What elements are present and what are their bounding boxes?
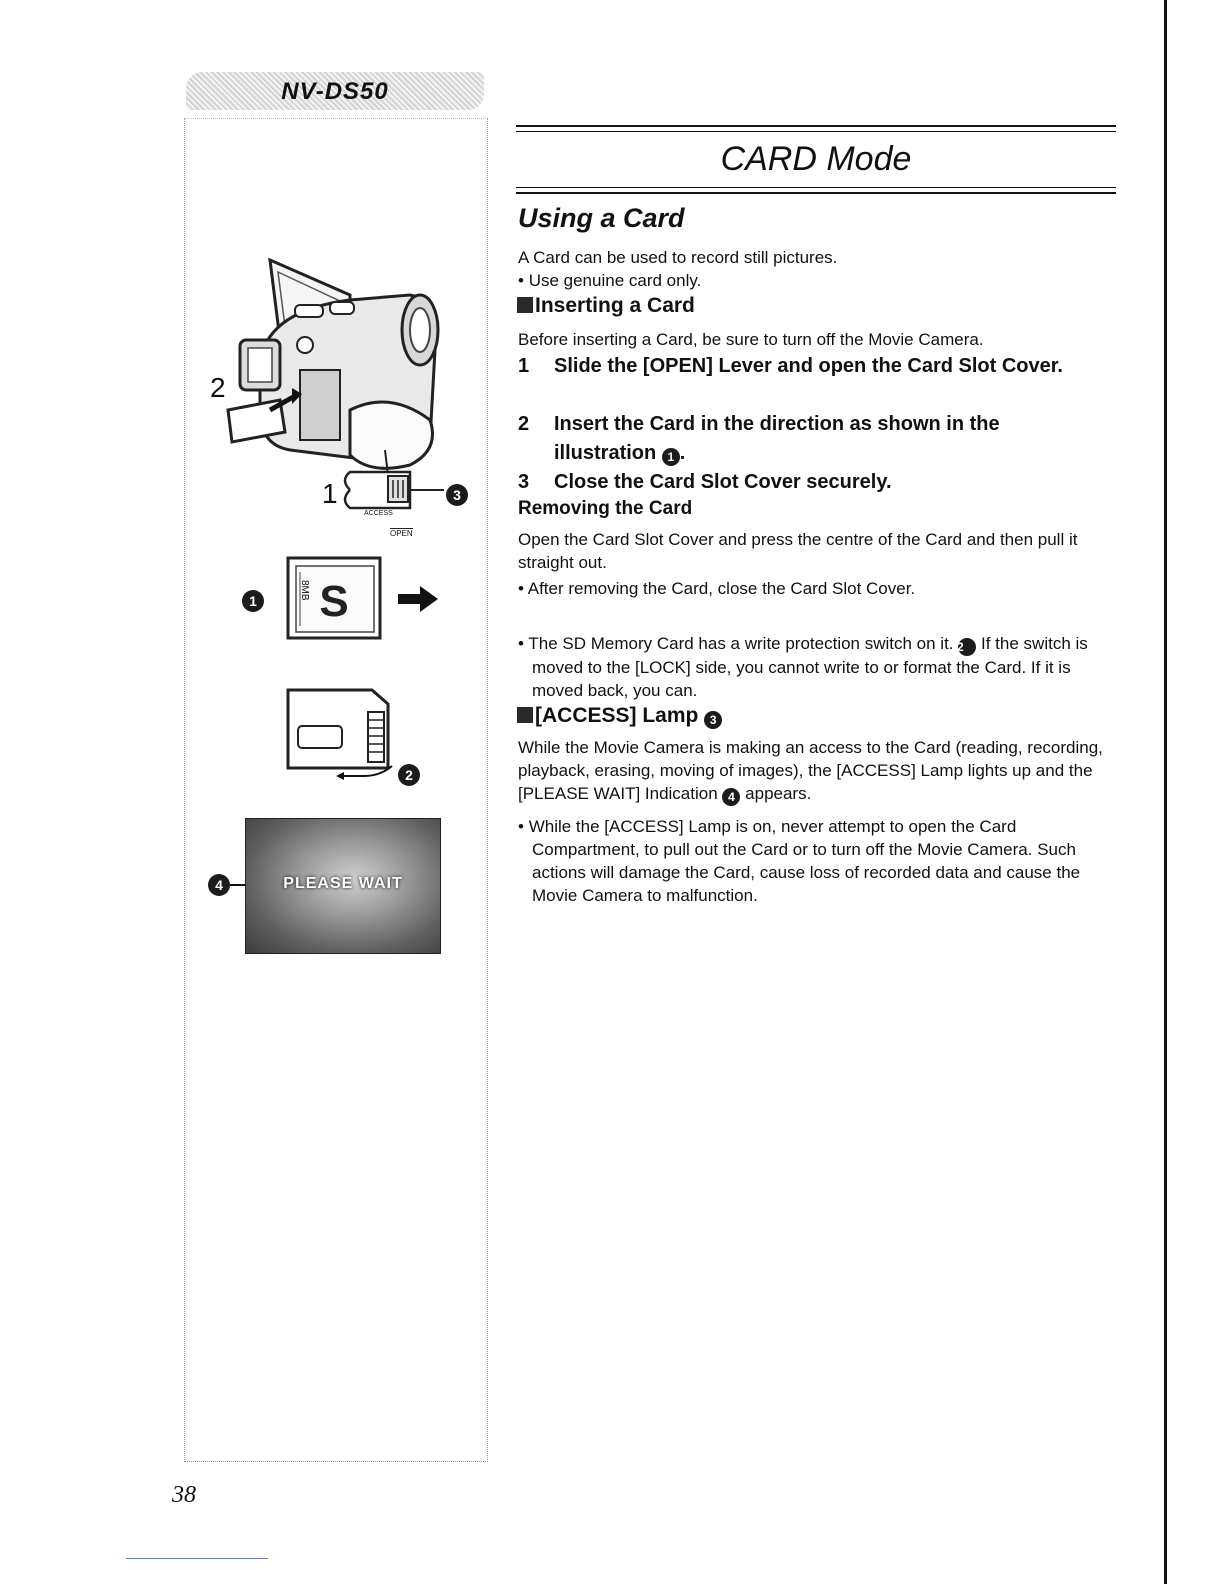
intro-text: A Card can be used to record still pictures. <box>518 248 838 267</box>
camera-illustration <box>200 250 480 550</box>
page-number: 38 <box>172 1482 196 1508</box>
open-label: OPEN <box>390 529 413 538</box>
card-back-illustration <box>284 686 404 786</box>
section-title: Using a Card <box>518 203 685 233</box>
removing-text: Open the Card Slot Cover and press the centre of the Card and then pull it straight out. <box>518 530 1078 572</box>
title-rule-bottom <box>516 192 1116 194</box>
access-heading: [ACCESS] Lamp 3 <box>517 704 722 729</box>
model-name: NV-DS50 <box>281 78 389 105</box>
insert-arrow-icon <box>396 584 440 619</box>
card-back-drawing <box>284 686 404 786</box>
sd-note-callout: 2 <box>958 638 976 656</box>
please-wait-indicator: PLEASE WAIT <box>283 875 403 892</box>
title-rule-top-thin <box>516 131 1116 132</box>
step-1-number: 1 <box>518 355 530 377</box>
step-3-number: 3 <box>518 471 530 493</box>
step-2: 2 Insert the Card in the direction as shown in the illustration 1 . <box>518 410 1078 468</box>
access-text-callout: 4 <box>722 788 740 806</box>
step-3 <box>518 468 1078 498</box>
model-banner <box>186 72 484 110</box>
svg-text:S: S <box>319 577 349 626</box>
callout-1: 1 <box>242 590 264 612</box>
step-2-label: 2 <box>210 372 226 403</box>
page-edge <box>1164 0 1167 1584</box>
camera-drawing <box>200 250 480 550</box>
removing-bullet: • After removing the Card, close the Card Slot Cover. <box>518 579 916 598</box>
lcd-screen <box>245 818 441 954</box>
access-bullet: • While the [ACCESS] Lamp is on, never attempt to open the Card Compartment, to pull out the Card or to turn off the Movie Camera. Such actions will damage the Card, cause loss of recorded data and cause the Movie Camera to malfunction. <box>518 817 1081 905</box>
access-heading-callout: 3 <box>704 711 722 729</box>
title-rule-top <box>516 125 1116 127</box>
step-2-number: 2 <box>518 413 530 435</box>
removing-heading: Removing the Card <box>518 498 693 519</box>
title-rule-bottom-thin <box>516 187 1116 188</box>
step-3-text: Close the Card Slot Cover securely. <box>554 471 892 493</box>
bottom-rule <box>126 1558 268 1559</box>
inserting-heading: Inserting a Card <box>517 294 695 318</box>
callout-3: 3 <box>446 484 468 506</box>
callout-4: 4 <box>208 874 230 896</box>
callout-2: 2 <box>398 764 420 786</box>
step-2-text: Insert the Card in the direction as shown in the illustration <box>554 413 1000 464</box>
intro-bullet: • Use genuine card only. <box>518 271 702 290</box>
card-capacity: 8MB <box>299 580 310 601</box>
step-1-label: 1 <box>322 478 338 509</box>
access-text: While the Movie Camera is making an access to the Card (reading, recording, playback, erasing, moving of images), the [ACCESS] Lamp lights up and the [PLEASE WAIT] Indication 4 appears. <box>518 738 1103 804</box>
step-2-callout: 1 <box>662 448 680 466</box>
inserting-text: Before inserting a Card, be sure to turn off the Movie Camera. <box>518 330 984 349</box>
page-title: CARD Mode <box>720 140 912 178</box>
access-label: ACCESS <box>364 510 393 517</box>
sd-write-protect-note: • The SD Memory Card has a write protection switch on it. 2 If the switch is moved to the [LOCK] side, you cannot write to or format the Card. If it is moved back, you can. <box>518 634 1088 700</box>
step-1-text: Slide the [OPEN] Lever and open the Card Slot Cover. <box>554 355 1063 377</box>
step-1 <box>518 352 1078 410</box>
